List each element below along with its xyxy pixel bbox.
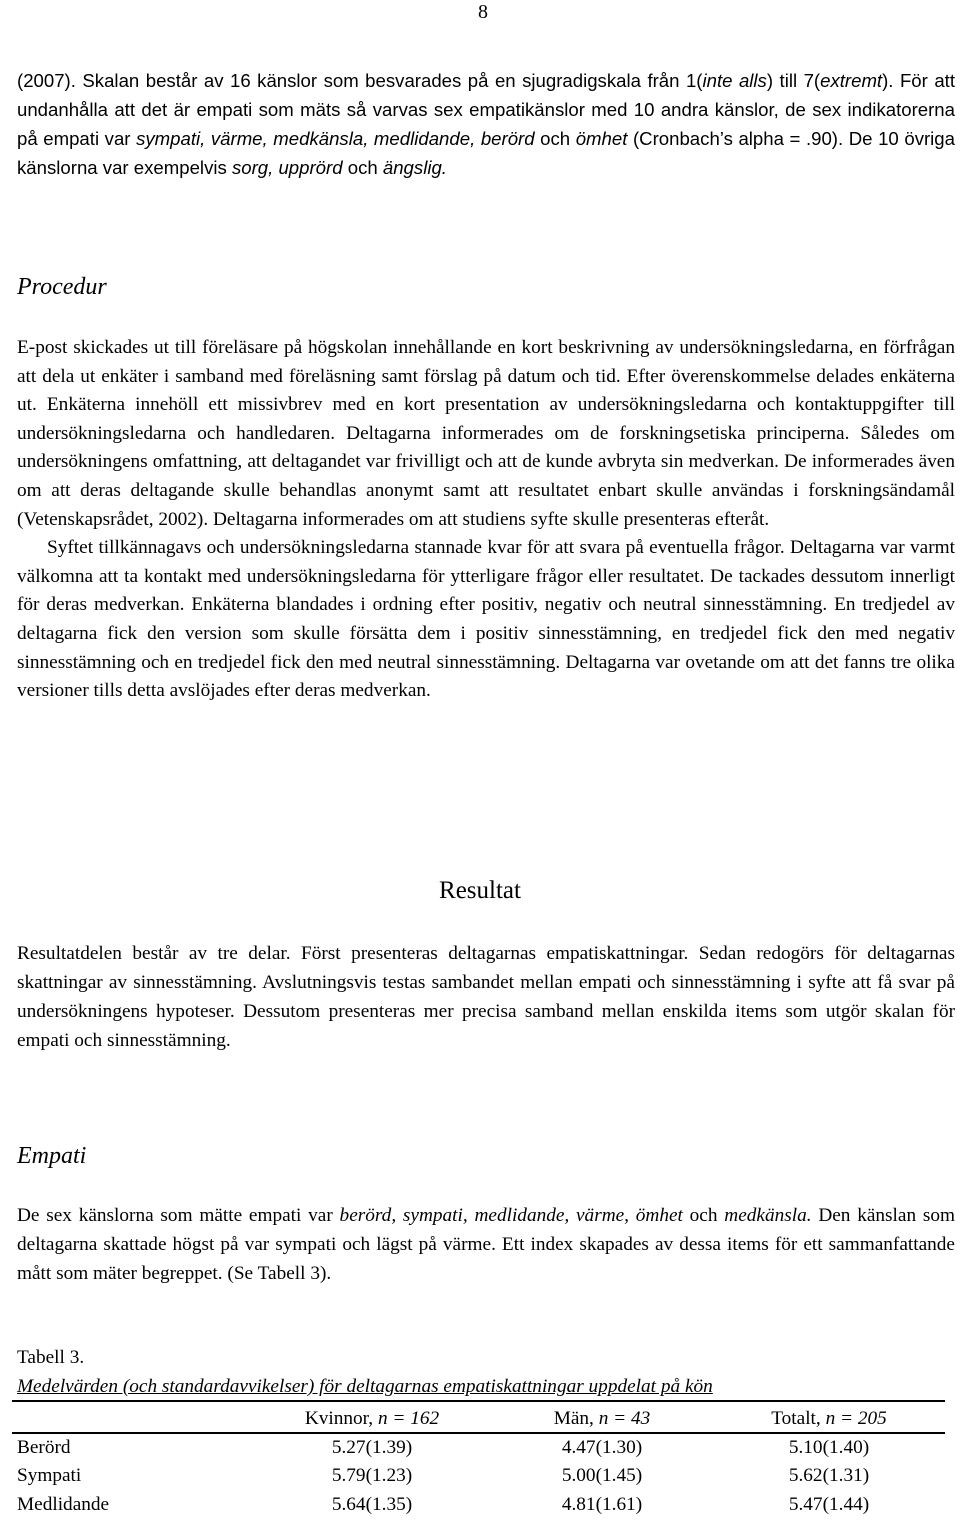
text-run: Den känslan som deltagarna skattade högst på var sympati och lägst på värme. Ett index skapades av dessa items för ett sammanfattande mått som mäter begreppet. (Se Tabell 3). (17, 1205, 956, 1284)
table-cell: 4.47(1.30) (561, 1436, 643, 1458)
section-heading-empati: Empati (17, 1143, 87, 1169)
italic-term: medkänsla. (724, 1205, 812, 1226)
table-caption: Medelvärden (och standardavvikelser) för deltagarnas empatiskattningar uppdelat på kön (17, 1376, 713, 1397)
text-run: och (342, 157, 383, 178)
italic-term: ömhet (575, 128, 628, 149)
italic-term: sympati, värme, medkänsla, medlidande, berörd (136, 128, 535, 149)
table-row (17, 1434, 941, 1463)
table-cell: 4.81(1.61) (561, 1493, 643, 1515)
italic-term: ängslig. (382, 157, 447, 178)
italic-term: sorg, upprörd (231, 157, 343, 178)
table-top-rule (12, 1400, 945, 1402)
resultat-paragraph: Resultatdelen består av tre delar. Först presenteras deltagarnas empatiskattningar. Sedan redogörs för deltagarnas skattningar av sinnesstämning. Avslutningsvis testas sambandet mellan empati och sinnesstämning i syfte att få svar på undersökningens hypoteser. Dessutom presenteras mer precisa samband mellan enskilda items som utgör skalan för empati och sinnesstämning. (17, 943, 955, 1051)
empati-paragraph (17, 1201, 955, 1288)
text-run: och (682, 1205, 725, 1226)
italic-term: berörd, sympati, medlidande, värme, ömhet (339, 1205, 683, 1226)
table-header-row (17, 1405, 941, 1434)
row-label: Medlidande (17, 1493, 110, 1515)
italic-term: inte alls (702, 70, 767, 91)
italic-term: extremt (820, 70, 883, 91)
table-cell: 5.00(1.45) (561, 1465, 643, 1487)
section-heading-resultat: Resultat (439, 877, 521, 904)
page-number: 8 (478, 1, 488, 23)
text-run: och (534, 128, 576, 149)
results-table (17, 1405, 941, 1519)
text-run: (2007). Skalan består av 16 känslor som besvarades på en sjugradigskala från 1( (17, 70, 703, 91)
table-cell: 5.64(1.35) (331, 1493, 413, 1515)
table-header-cell: Män, n = 43 (553, 1408, 651, 1430)
table-header-empty (17, 1405, 257, 1434)
table-cell: 5.47(1.44) (788, 1493, 870, 1515)
table-row (17, 1491, 941, 1520)
table-cell: 5.27(1.39) (331, 1436, 413, 1458)
text-run: ). För att undanhålla att det är empati som mäts så varvas sex empatikänslor med 10 andra känslor, de sex indikatorerna på empati var (17, 70, 955, 149)
table-header-cell: Kvinnor, n = 162 (304, 1408, 440, 1430)
procedur-paragraph-2: Syftet tillkännagavs och undersökningsledarna stannade kvar för att svara på eventuella frågor. Deltagarna var varmt välkomna att ta kontakt med undersökningsledarna för ytterligare frågor eller resultatet. De tackades dessutom innerligt för deras medverkan. Enkäterna blandades i ordning efter positiv, negativ och neutral sinnesstämning. En tredjedel av deltagarna fick den version som skulle försätta dem i positiv sinnesstämning, en tredjedel fick den med negativ sinnesstämning och en tredjedel fick den med neutral sinnesstämning. Deltagarna var ovetande om att det fanns tre olika versioner tills detta avslöjades efter deras medverkan. (17, 537, 955, 702)
intro-paragraph (17, 66, 955, 182)
table-cell: 5.62(1.31) (788, 1465, 870, 1487)
row-label: Sympati (17, 1465, 82, 1487)
row-label: Berörd (17, 1436, 71, 1458)
table-cell: 5.79(1.23) (331, 1465, 413, 1487)
text-run: De sex känslorna som mätte empati var (17, 1205, 340, 1226)
procedur-paragraph-1: E-post skickades ut till föreläsare på högskolan innehållande en kort beskrivning av undersökningsledarna, en förfrågan att dela ut enkäter i samband med föreläsning samt förslag på datum och tid. Efter överenskommelse delades enkäterna ut. Enkäterna innehöll ett missivbrev med en kort presentation av undersökningsledarna och kontaktuppgifter till undersökningsledarna och handledaren. Deltagarna informerades om de forskningsetiska principerna. Således om undersökningens omfattning, att deltagandet var frivilligt och att de kunde avbryta sin medverkan. De informerades även om att deras deltagande skulle behandlas anonymt samt att resultatet enbart skulle användas i forskningsändamål (Vetenskapsrådet, 2002). Deltagarna informerades om att studiens syfte skulle presenteras efteråt. (17, 337, 955, 530)
table-cell: 5.10(1.40) (788, 1436, 870, 1458)
text-run: (Cronbach’s alpha = .90). De 10 övriga känslorna var exempelvis (17, 128, 955, 178)
section-heading-procedur: Procedur (17, 274, 107, 300)
procedur-body (17, 334, 955, 706)
table-header-cell: Totalt, n = 205 (771, 1408, 887, 1430)
table-label: Tabell 3. (17, 1347, 85, 1368)
table-row (17, 1462, 941, 1491)
text-run: ) till 7( (766, 70, 821, 91)
